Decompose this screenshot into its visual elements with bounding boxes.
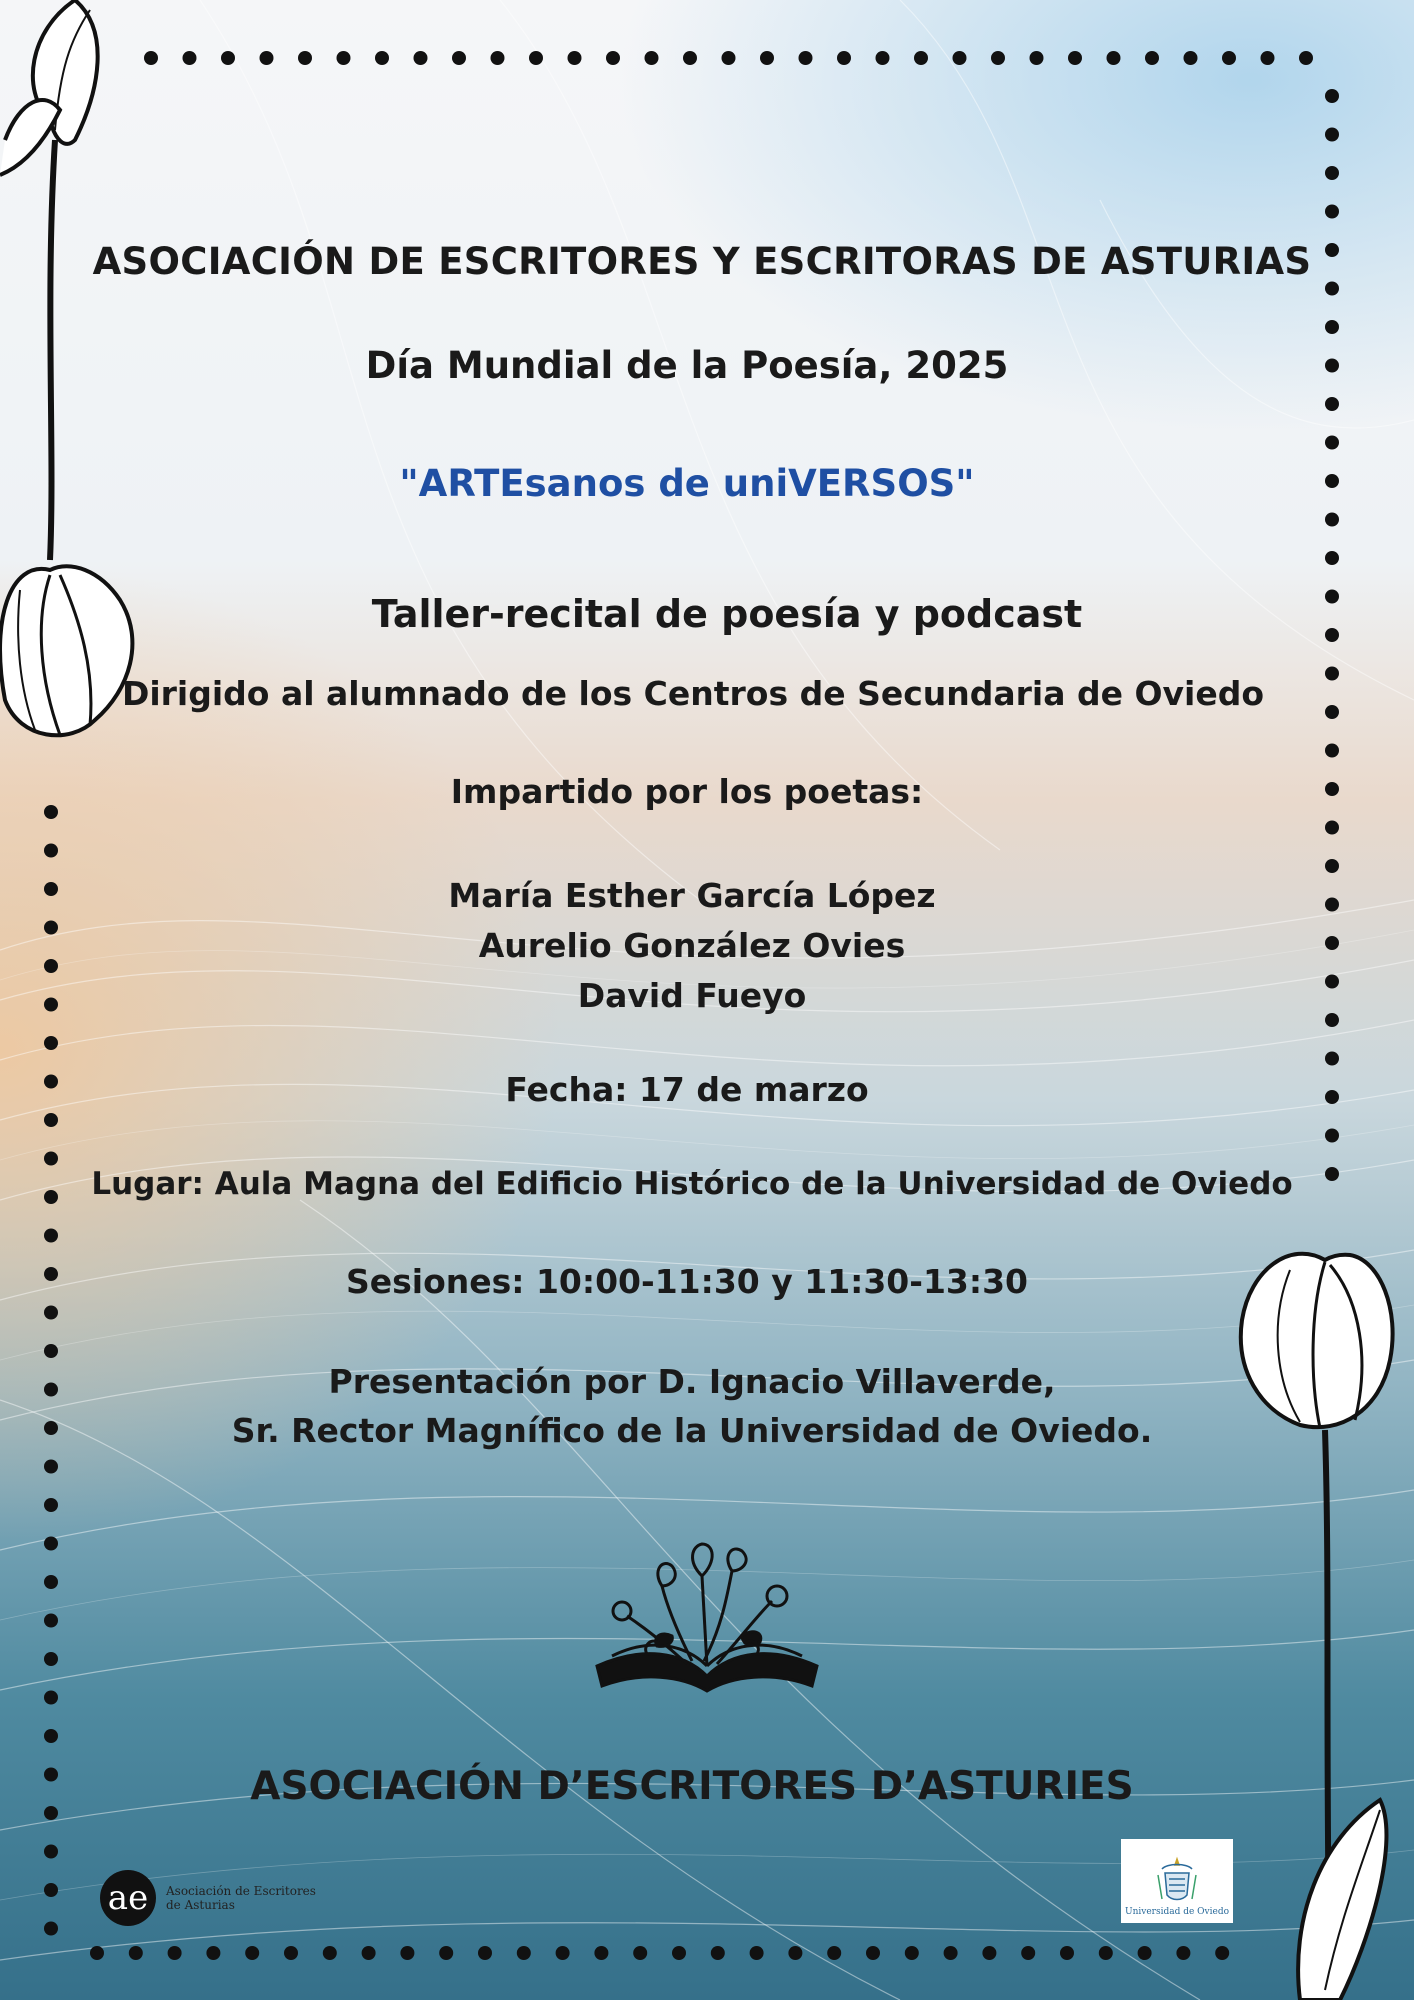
event-sessions: Sesiones: 10:00-11:30 y 11:30-13:30	[345, 1262, 1029, 1301]
event-date: Fecha: 17 de marzo	[505, 1070, 869, 1109]
university-crest-icon	[1152, 1855, 1202, 1907]
association-logo	[100, 1870, 316, 1926]
open-book-flowers-illustration	[592, 1536, 822, 1696]
university-logo	[1121, 1839, 1233, 1923]
ae-mark: ae	[100, 1870, 156, 1926]
footer-organization: ASOCIACIÓN D’ESCRITORES D’ASTURIES	[250, 1764, 1134, 1809]
poet-name: David Fueyo	[577, 976, 807, 1015]
presentation-line-2: Sr. Rector Magnífico de la Universidad de Oviedo.	[231, 1411, 1153, 1450]
poets-list	[0, 871, 1384, 1021]
university-logo-text: Universidad de Oviedo	[1124, 1907, 1229, 1917]
association-logo-line1: Asociación de Escritores	[166, 1884, 316, 1898]
taught-by-label: Impartido por los poetas:	[450, 772, 924, 811]
organization-title: ASOCIACIÓN DE ESCRITORES Y ESCRITORAS DE ASTURIAS	[92, 240, 1312, 283]
event-name: Día Mundial de la Poesía, 2025	[365, 344, 1009, 387]
poet-name: María Esther García López	[448, 876, 936, 915]
poet-name: Aurelio González Ovies	[478, 926, 906, 965]
association-logo-text	[166, 1884, 316, 1912]
event-title: "ARTEsanos de uniVERSOS"	[399, 462, 975, 505]
workshop-type: Taller-recital de poesía y podcast	[371, 592, 1083, 636]
association-logo-line2: de Asturias	[166, 1898, 235, 1912]
target-audience: Dirigido al alumnado de los Centros de Secundaria de Oviedo	[121, 674, 1265, 713]
presentation-line-1: Presentación por D. Ignacio Villaverde,	[328, 1362, 1056, 1401]
event-place: Lugar: Aula Magna del Edificio Histórico de la Universidad de Oviedo	[91, 1166, 1293, 1202]
